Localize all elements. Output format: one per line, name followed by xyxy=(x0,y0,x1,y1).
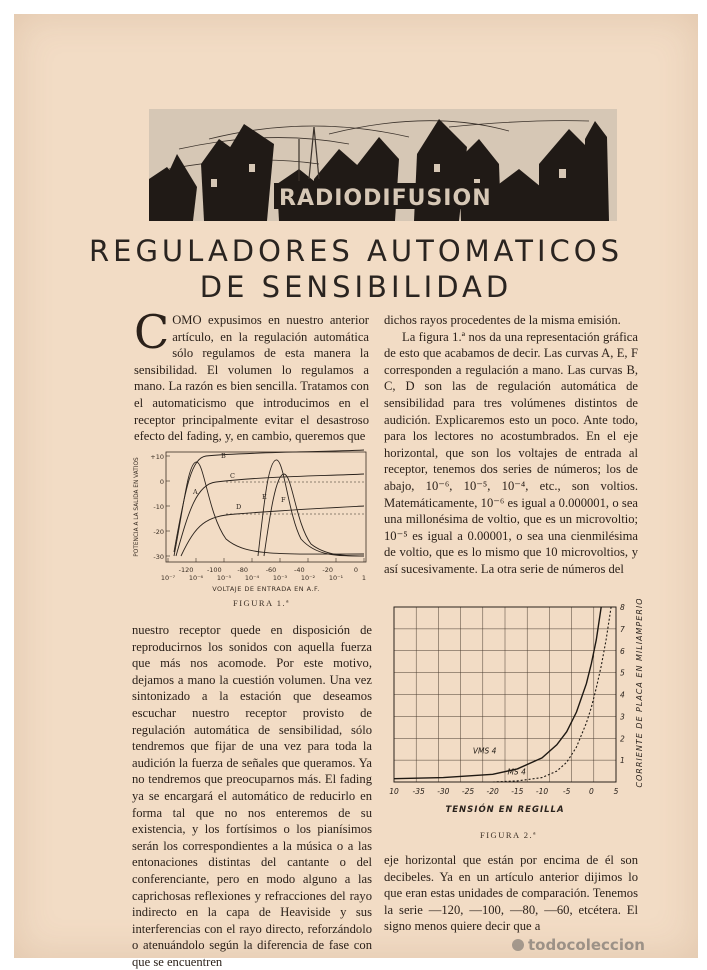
fig1-x-tick-label-top: -40 xyxy=(294,566,305,574)
fig2-y-tick-label: 4 xyxy=(620,690,625,700)
column-1-body: OMO expusimos en nuestro anterior artículo, en la regulación automática sólo regulamos de esta manera la sensibilidad. El volumen lo regulamos a mano. La razón es bien sencilla. Tratamos con el automaticismo que introducimos en el receptor principalmente evitar el desastroso efecto del fading, y, en cambio, queremos que xyxy=(134,313,369,444)
fig1-y-tick-label: -10 xyxy=(153,503,164,511)
fig1-series-label-d: D xyxy=(236,503,242,511)
fig2-y-tick-label: 8 xyxy=(620,603,625,612)
column-4-text xyxy=(384,852,638,935)
figure-1-chart xyxy=(126,444,376,594)
fig1-series-label-b: B xyxy=(221,452,226,460)
fig1-y-tick-label: 0 xyxy=(159,478,164,486)
watermark-logo-icon xyxy=(512,939,524,951)
fig2-series-label-ms4: MS 4 xyxy=(507,767,526,777)
fig2-y-tick-label: 1 xyxy=(620,756,625,766)
fig1-x-tick-label-bottom: 10⁻⁴ xyxy=(244,574,260,582)
fig2-y-tick-label: 2 xyxy=(620,734,625,744)
fig2-x-tick-label: -20 xyxy=(486,787,499,796)
fig2-series-label-vms4: VMS 4 xyxy=(472,746,497,756)
fig2-x-tick-label: 5 xyxy=(613,787,619,796)
fig1-plot-frame xyxy=(166,452,366,562)
figure-2-caption: FIGURA 2.ª xyxy=(480,830,538,840)
fig1-series-line-f xyxy=(264,474,364,556)
fig1-y-tick-label: +10 xyxy=(150,453,164,461)
fig2-x-tick-label: -35 xyxy=(412,787,425,796)
fig2-y-tick-label: 6 xyxy=(620,646,625,656)
column-2-paragraph-2: La figura 1.ª nos da una representación gráfica de esto que acabamos de decir. Las curvas A, E, F corresponden a regulación a mano. Las curvas B, C, D son las de regulación automática de sensibilidad para tres volúmenes distintos de audición. Explicaremos esto un poco. Ante todo, para los lectores no acostumbrados. En el eje horizontal, que son los voltajes de entrada al receptor, tenemos dos series de números; los de abajo, 10⁻⁶, 10⁻⁵, 10⁻⁴, etc., son voltios. Matemáticamente, 10⁻⁶ es igual a 0.000001, o sea una millonésima de voltio, que es un microvoltio; 10⁻⁵ es igual a 0.00001, o sea una cienmilésima de voltio, que es lo mismo que 10 microvoltios, y así sucesivamente. La otra serie de números del xyxy=(384,329,638,576)
fig1-x-tick-label-bottom: 10⁻⁷ xyxy=(160,574,176,582)
article-title-line-2: DE SENSIBILIDAD xyxy=(199,270,513,304)
fig2-x-tick-label: -30 xyxy=(437,787,450,796)
fig1-x-tick-label-bottom: 1 xyxy=(361,574,367,582)
column-3-body: nuestro receptor quede en disposición de reproducirnos los sonidos con aquella fuerza que más nos acomode. Por este motivo, dejamos a mano la cuestión volumen. Una vez sintonizado a la estación que deseamos escuchar nuestro receptor provisto de regulación automática de sensibilidad, sólo tendremos que fijar de una vez para toda la audición la fuerza de señales que queramos. Ya no tendremos que preocuparnos más. El fading ya se encargará el automático de reducirlo en forma tal que no nos enteremos de su existencia, y los fortísimos o los pianísimos serán los correspondientes a la música o a las entonaciones distintas del cantante o del conferenciante, pero en modo alguno a las caprichosas reflexiones y refracciones del rayo indirecto en la capa de Heaviside y sus interferencias con el rayo directo, reforzándolo o atenuándolo según la diferencia de fase con que se encuentren xyxy=(132,623,372,969)
fig2-series-line-vms4 xyxy=(394,607,601,779)
fig1-x-tick-label-top: 0 xyxy=(353,566,359,574)
fig2-x-tick-label: -10 xyxy=(535,787,549,796)
column-4-body: eje horizontal que están por encima de él son decibeles. Ya en un artículo anterior dijimos lo que eran estas unidades de comparación. Tenemos la serie —120, —100, —80, —60, etcétera. El signo menos quiere decir que a xyxy=(384,853,638,934)
banner-logo-text: RADIODIFUSION xyxy=(279,186,492,211)
fig2-y-tick-label: 3 xyxy=(620,712,625,722)
fig1-series-label-c: C xyxy=(230,472,235,480)
fig1-x-tick-label-bottom: 10⁻¹ xyxy=(328,574,344,582)
figure-1-caption: FIGURA 1.ª xyxy=(233,598,291,608)
fig2-y-axis-label: CORRIENTE DE PLACA EN MILIAMPERIOS xyxy=(635,599,644,788)
fig1-x-tick-label-top: -80 xyxy=(237,566,248,574)
article-title-line-1: REGULADORES AUTOMATICOS xyxy=(88,234,624,268)
fig2-x-tick-label: -5 xyxy=(562,787,571,796)
fig1-x-tick-label-bottom: 10⁻³ xyxy=(272,574,288,582)
fig2-y-tick-label: 7 xyxy=(620,624,625,634)
magazine-page xyxy=(14,14,698,969)
column-3-text xyxy=(132,622,372,970)
fig1-x-tick-label-bottom: 10⁻⁶ xyxy=(188,574,204,582)
fig1-x-tick-label-bottom: 10⁻⁵ xyxy=(216,574,232,582)
fig1-y-axis-label: POTENCIA A LA SALIDA EN VATIOS xyxy=(134,457,140,557)
fig1-series-line-b xyxy=(174,450,364,552)
fig1-y-tick-label: -30 xyxy=(153,553,164,561)
fig1-y-tick-label: -20 xyxy=(153,528,164,536)
drop-cap: C xyxy=(134,305,170,359)
fig2-x-tick-label: 0 xyxy=(588,787,594,796)
fig1-series-label-e: E xyxy=(262,493,267,501)
fig1-x-tick-label-bottom: 10⁻² xyxy=(300,574,316,582)
fig1-x-tick-label-top: -100 xyxy=(206,566,222,574)
fig2-x-tick-label: -25 xyxy=(461,787,475,796)
fig1-x-tick-label-top: -60 xyxy=(265,566,277,574)
fig1-series-line-d xyxy=(181,506,364,556)
column-1-text xyxy=(134,305,369,445)
fig1-x-tick-label-top: -20 xyxy=(322,566,333,574)
watermark-text: todocoleccion xyxy=(528,936,645,954)
fig2-x-tick-label: -15 xyxy=(511,787,524,796)
fig2-x-axis-label: TENSIÓN EN REGILLA xyxy=(445,805,565,815)
fig2-y-tick-label: 5 xyxy=(620,668,625,678)
fig1-x-axis-label: VOLTAJE DE ENTRADA EN A.F. xyxy=(212,585,320,593)
fig1-x-tick-label-top: -120 xyxy=(178,566,194,574)
radiodifusion-banner-illustration xyxy=(149,109,617,221)
column-2-text xyxy=(384,312,638,578)
column-2-paragraph-1: dichos rayos procedentes de la misma emisión. xyxy=(384,313,621,327)
fig2-x-tick-label: 10 xyxy=(389,787,399,796)
fig1-series-label-a: A xyxy=(193,488,198,496)
figure-2-chart xyxy=(384,599,664,824)
fig1-series-label-f: F xyxy=(281,496,286,504)
